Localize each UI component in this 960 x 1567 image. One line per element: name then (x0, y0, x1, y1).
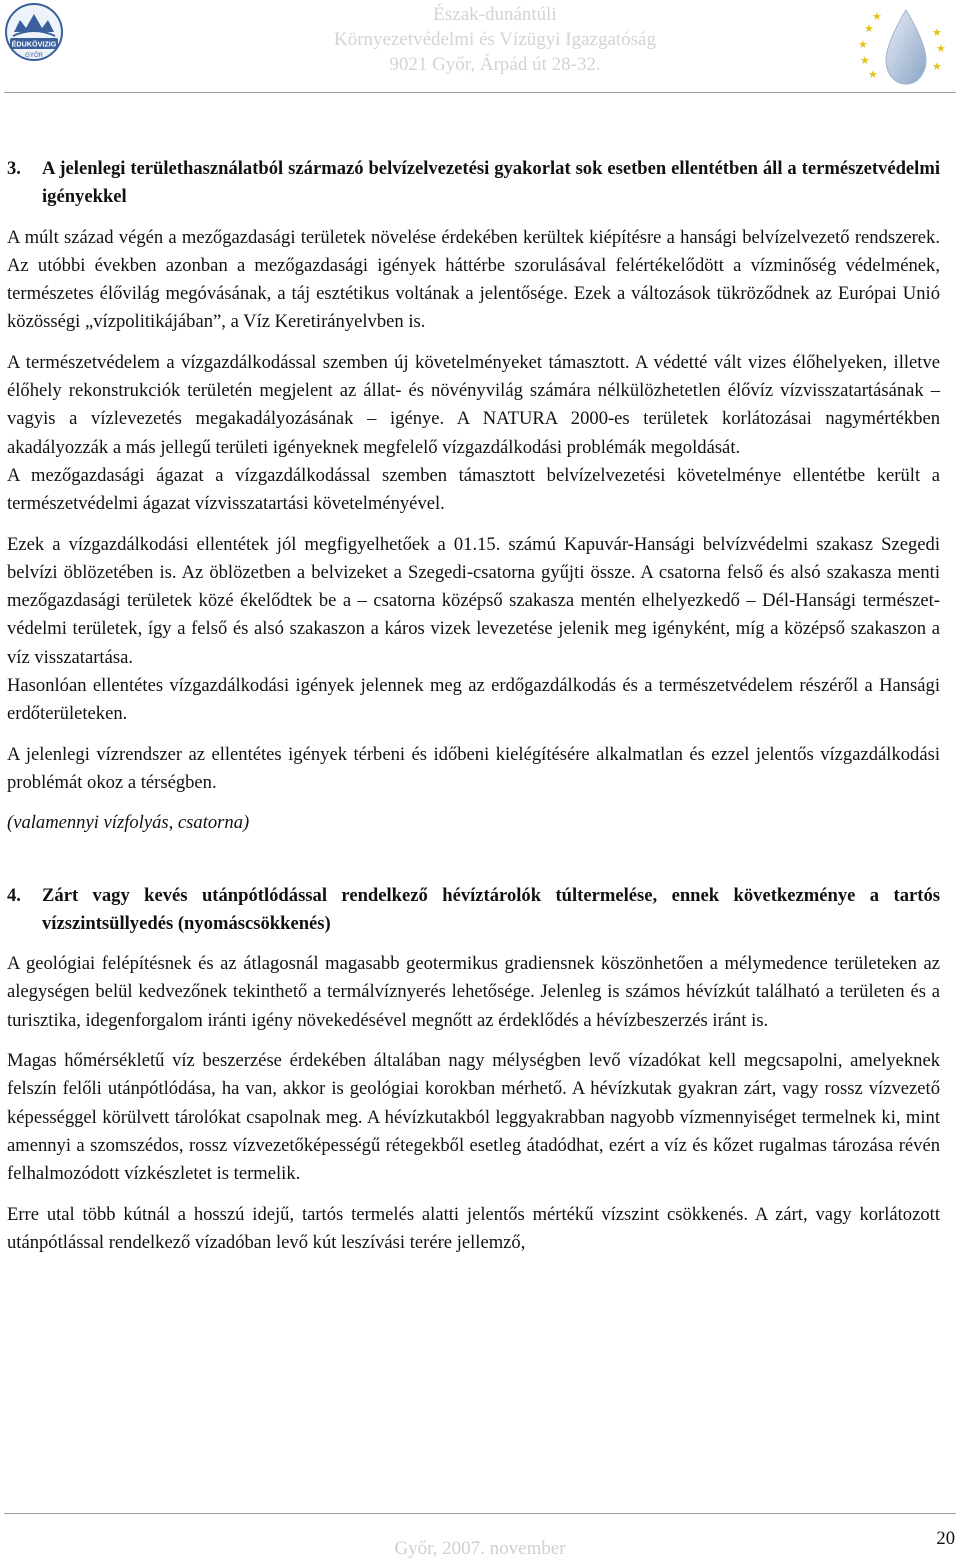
svg-text:★: ★ (858, 38, 868, 51)
section-4-number: 4. (7, 884, 21, 906)
logo-text: ÉDUKÖVIZIG (11, 39, 57, 49)
section-4-title: Zárt vagy kevés utánpótlódással rendelkező hévíztárolók túltermelése, ennek következménye a tartós vízszintsüllyedés (nyomáscsökkenés) (42, 884, 940, 934)
header-line-region: Észak-dunántúli (433, 4, 557, 25)
svg-text:★: ★ (860, 54, 870, 67)
section-3-paragraph-5: Hasonlóan ellentétes vízgazdálkodási igények jelennek meg az erdőgazdálkodás és a természetvédelem részéről a Hansági erdőterületeken. (7, 675, 940, 725)
header-organization (300, 2, 690, 77)
svg-text:★: ★ (936, 42, 946, 55)
footer-divider (4, 1513, 956, 1514)
section-3-paragraph-2: A természetvédelem a vízgazdálkodással szemben új követelményeket támasztott. A védetté vált vizes élőhelyeken, illetve élőhely rekonstrukciók területén megjelent az állat- és növényvilág számára nélkülözhetetlen élővíz vízvisszatartásának – vagyis a vízlevezetés megakadályozásának – igénye. A NATURA 2000-es területek korlátozásai nagymértékben akadályozzák a más jellegű területi igényeknek megfelelő vízgazdálkodási problémák megoldását. (7, 351, 940, 458)
header-line-address: 9021 Győr, Árpád út 28-32. (389, 54, 601, 75)
eu-water-drop-logo (854, 6, 948, 90)
svg-text:★: ★ (932, 60, 942, 73)
logo-subtext: GYŐR (25, 53, 43, 59)
document-body (7, 155, 940, 1257)
section-4-paragraph-2: Magas hőmérsékletű víz beszerzése érdekében általában nagy mélységben levő vízadókat kell megcsapolni, amelyeknek felszín felőli utánpótlódása, ha van, akkor is geológiai korokban mérhető. A hévízkutak gyakran zárt, vagy rossz vízvezető képességgel körülvett tárolókat csapolnak meg. A hévízkutakból leggyakrabban nagyobb vízmennyiséget termelnek ki, mint amennyi a szomszédos, rossz vízvezetőképességű rétegekből esetleg átadódhat, ezért a víz és kőzet rugalmas tározása révén felhalmozódott vízkészletet is termelik. (7, 1050, 940, 1185)
section-3-paragraph-6: A jelenlegi vízrendszer az ellentétes igények térbeni és időbeni kielégítésére alkalmatlan és ezzel jelentős vízgazdálkodási problémát okoz a térségben. (7, 743, 940, 793)
edukovizig-logo (4, 2, 64, 62)
section-3-paragraph-4: Ezek a vízgazdálkodási ellentétek jól megfigyelhetőek a 01.15. számú Kapuvár-Hansági belvízvédelmi szakasz Szegedi belvízi öblözetében is. Az öblözetben a belvizeket a Szegedi-csatorna gyűjti össze. A csatorna felső és alsó szakasza menti mezőgazdasági területek közé ékelődtek be a – csatorna középső szakasza mentén elhelyezkedő – Dél-Hansági természet-védelmi területek, így a felső és alsó szakaszon a káros vizek levezetése jelenik meg igényként, míg a középső szakaszon a víz visszatartása. (7, 533, 940, 668)
svg-text:★: ★ (872, 10, 882, 23)
svg-text:★: ★ (864, 22, 874, 35)
section-4-heading (7, 882, 940, 939)
page-number: 20 (936, 1528, 955, 1549)
page-header (0, 0, 960, 95)
section-3-paragraph-1: A múlt század végén a mezőgazdasági területek növelése érdekében kerültek kiépítésre a hansági belvízelvezető rendszerek. Az utóbbi években azonban a mezőgazdasági igények háttérbe szorulásával felértékelődött a vízminőség védelmének, természetes élővilág megóvásának, a táj esztétikus voltának a jelentősége. Ezek a változások tükröződnek az Európai Unió közösségi „vízpolitikájában”, a Víz Keretirányelvben is. (7, 226, 940, 333)
section-4-paragraph-1: A geológiai felépítésnek és az átlagosnál magasabb geotermikus gradiensnek köszönhetően a mélymedence területeken az alegységen belül kedvezőnek tekinthető a termálvíznyerés lehetősége. Jelenleg is számos hévízkút található a területen és a turisztika, idegenforgalom iránti igény növekedésével megnőtt az érdeklődés a hévízbeszerzés iránt is. (7, 953, 940, 1031)
section-3-title: A jelenlegi területhasználatból származó belvízelvezetési gyakorlat sok esetben ellentétben áll a természetvédelmi igényekkel (42, 158, 940, 208)
header-divider (4, 92, 956, 93)
svg-text:★: ★ (868, 68, 878, 81)
section-3-heading (7, 155, 940, 212)
section-3-paragraph-3: A mezőgazdasági ágazat a vízgazdálkodással szemben támasztott belvízelvezetési követelménye ellentétbe került a természetvédelmi ágazat vízvisszatartási követelményével. (7, 464, 940, 515)
footer-date: Győr, 2007. november (394, 1538, 566, 1559)
section-3-note: (valamennyi vízfolyás, csatorna) (7, 812, 250, 834)
header-line-organization: Környezetvédelmi és Vízügyi Igazgatóság (333, 29, 656, 50)
section-4-paragraph-3: Erre utal több kútnál a hosszú idejű, tartós termelés alatti jelentős mértékű vízszint csökkenés. A zárt, vagy korlátozott utánpótlással rendelkező vízadóban levő kút leszívási terére jellemző, (7, 1203, 940, 1253)
section-3-number: 3. (7, 158, 21, 179)
svg-text:★: ★ (932, 26, 942, 39)
